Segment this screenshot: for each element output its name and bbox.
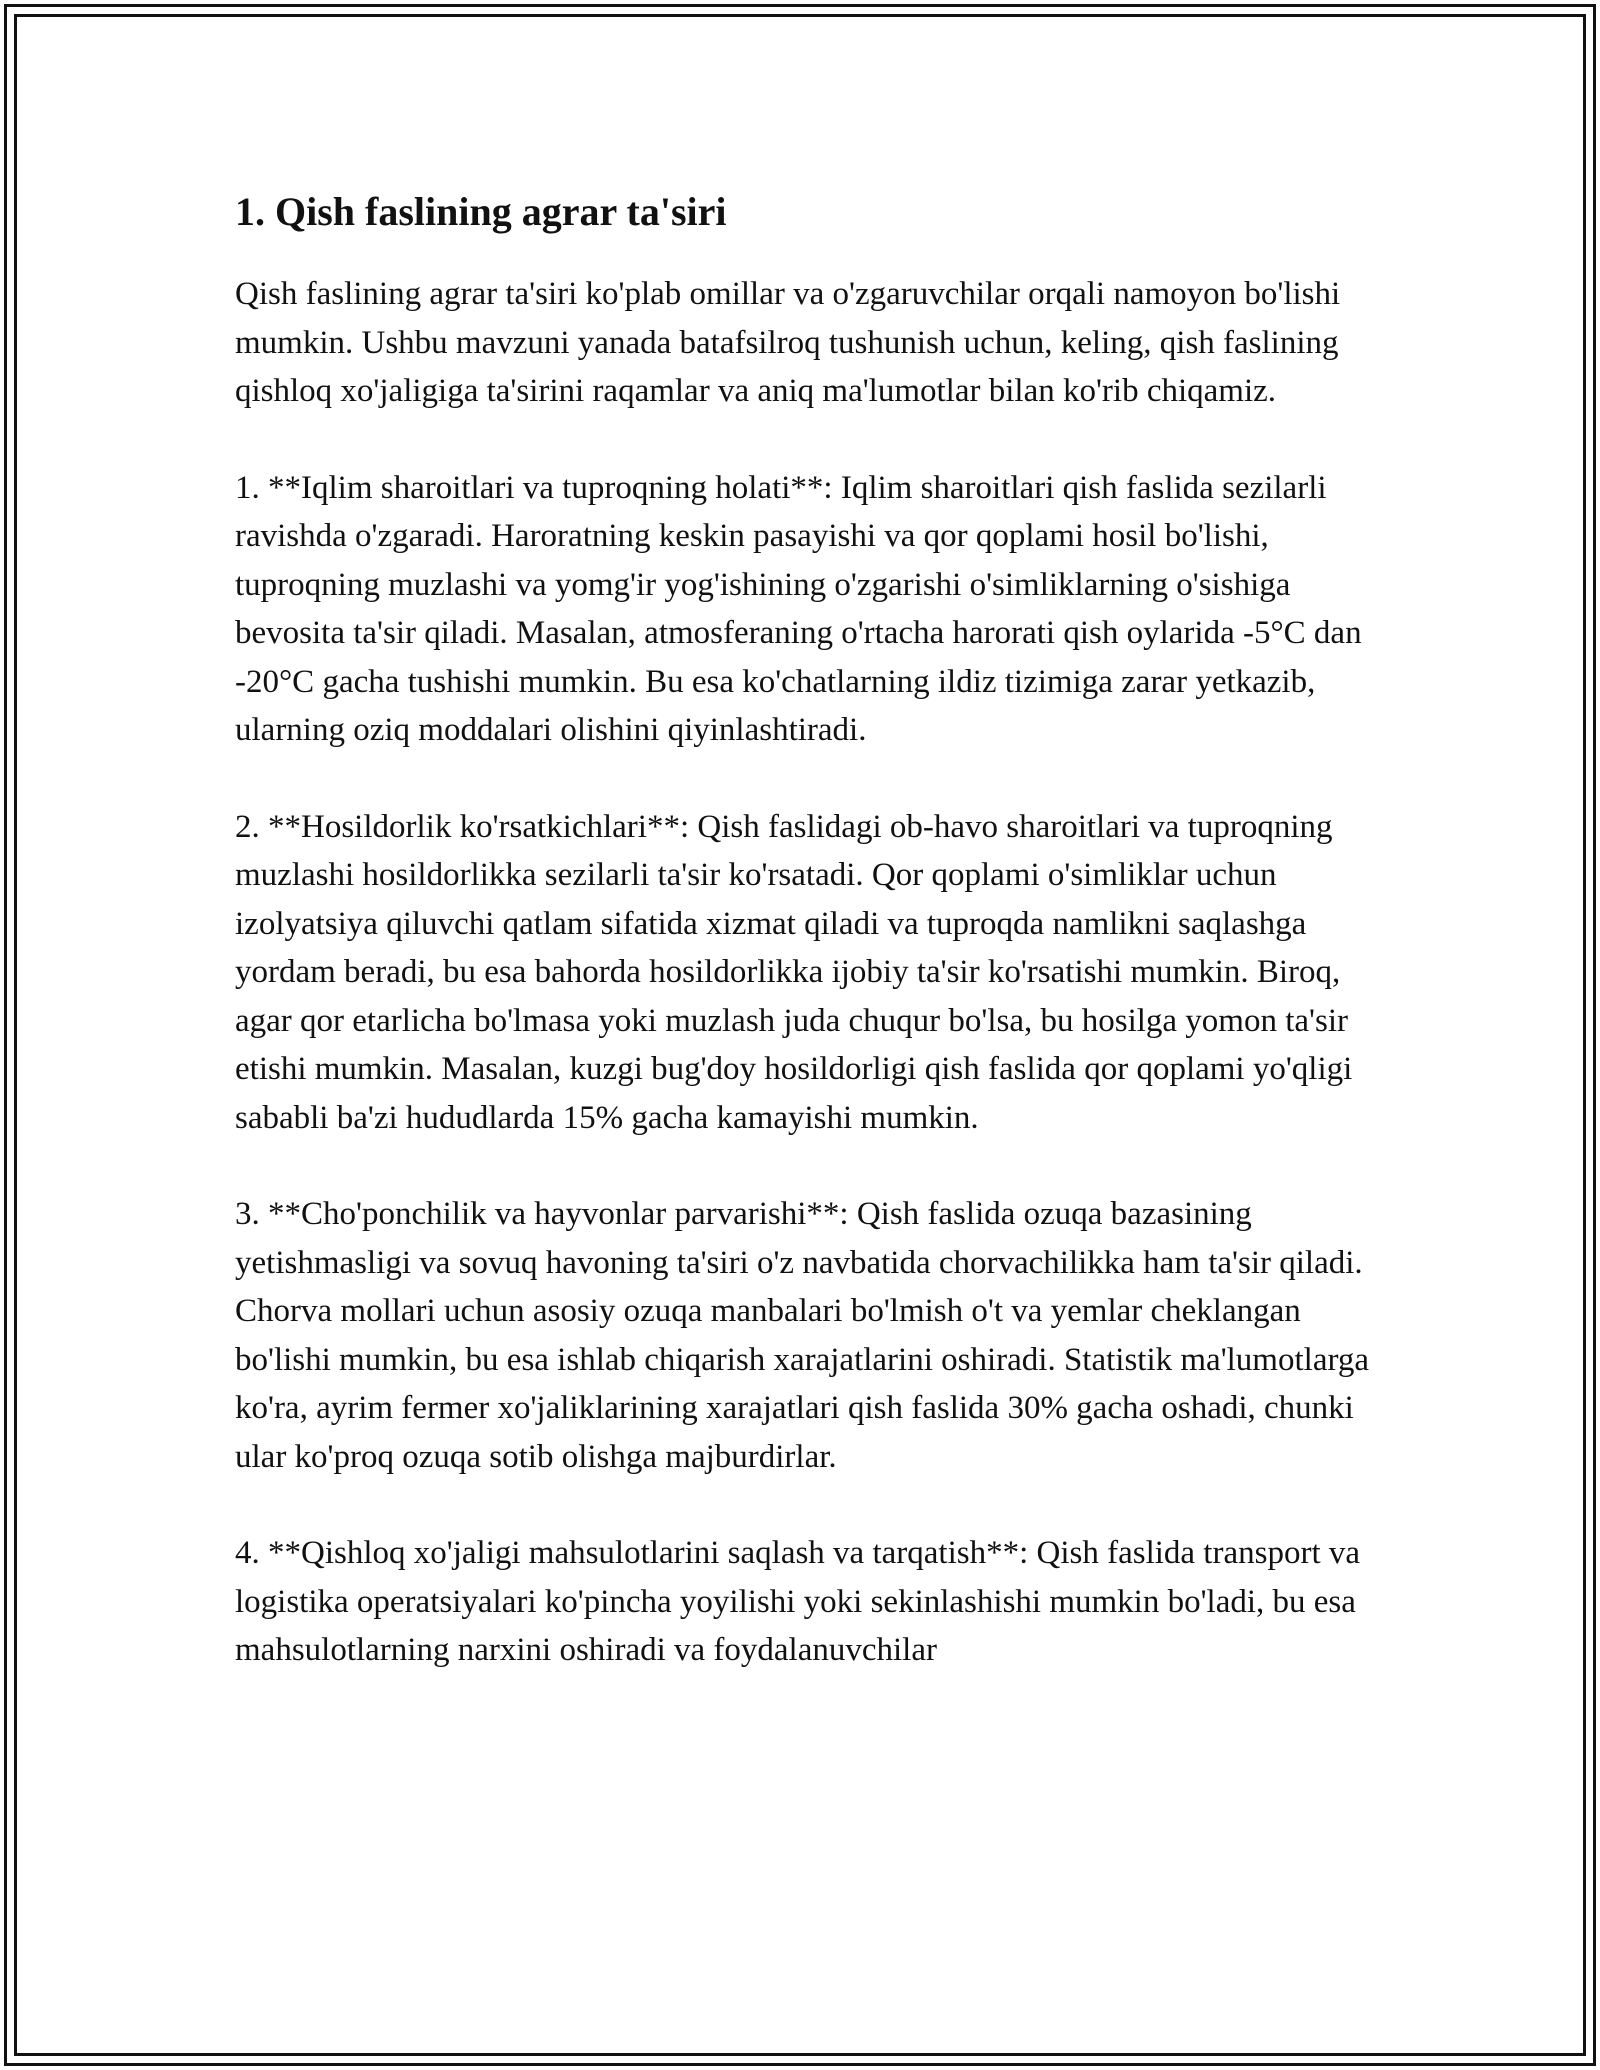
paragraph-intro: Qish faslining agrar ta'siri ko'plab omillar va o'zgaruvchilar orqali namoyon bo'lishi mumkin. Ushbu mavzuni yanada batafsilroq tushunish uchun, keling, qish faslining qishloq xo'jaligiga ta'sirini raqamlar va aniq ma'lumotlar bilan ko'rib chiqamiz. <box>235 276 1341 409</box>
paragraph-climate: 1. **Iqlim sharoitlari va tuproqning holati**: Iqlim sharoitlari qish faslida sezilarli ravishda o'zgaradi. Haroratning keskin pasayishi va qor qoplami hosil bo'lishi, tuproqning muzlashi va yomg'ir yog'ishining o'zgarishi o'simliklarning o'sishiga bevosita ta'sir qiladi. Masalan, atmosferaning o'rtacha harorati qish oylarida -5°C dan -20°C gacha tushishi mumkin. Bu esa ko'chatlarning ildiz tizimiga zarar yetkazib, ularning oziq moddalari olishini qiyinlashtiradi. <box>235 469 1362 748</box>
section-title: 1. Qish faslining agrar ta'siri <box>235 189 727 234</box>
document-body <box>235 186 1375 1723</box>
paragraph-storage: 4. **Qishloq xo'jaligi mahsulotlarini saqlash va tarqatish**: Qish faslida transport va logistika operatsiyalari ko'pincha yoyilishi yoki sekinlashishi mumkin bo'ladi, bu esa mahsulotlarning narxini oshiradi va foydalanuvchilar <box>235 1535 1361 1668</box>
paragraph-yield: 2. **Hosildorlik ko'rsatkichlari**: Qish faslidagi ob-havo sharoitlari va tuproqning muzlashi hosildorlikka sezilarli ta'sir ko'rsatadi. Qor qoplami o'simliklar uchun izolyatsiya qiluvchi qatlam sifatida xizmat qiladi va tuproqda namlikni saqlashga yordam beradi, bu esa bahorda hosildorlikka ijobiy ta'sir ko'rsatishi mumkin. Biroq, agar qor etarlicha bo'lmasa yoki muzlash juda chuqur bo'lsa, bu hosilga yomon ta'sir etishi mumkin. Masalan, kuzgi bug'doy hosildorligi qish faslida qor qoplami yo'qligi sababli ba'zi hududlarda 15% gacha kamayishi mumkin. <box>235 808 1353 1136</box>
paragraph-livestock: 3. **Cho'ponchilik va hayvonlar parvarishi**: Qish faslida ozuqa bazasining yetishmasligi va sovuq havoning ta'siri o'z navbatida chorvachilikka ham ta'sir qiladi. Chorva mollari uchun asosiy ozuqa manbalari bo'lmish o't va yemlar cheklangan bo'lishi mumkin, bu esa ishlab chiqarish xarajatlarini oshiradi. Statistik ma'lumotlarga ko'ra, ayrim fermer xo'jaliklarining xarajatlari qish faslida 30% gacha oshadi, chunki ular ko'proq ozuqa sotib olishga majburdirlar. <box>235 1196 1370 1475</box>
